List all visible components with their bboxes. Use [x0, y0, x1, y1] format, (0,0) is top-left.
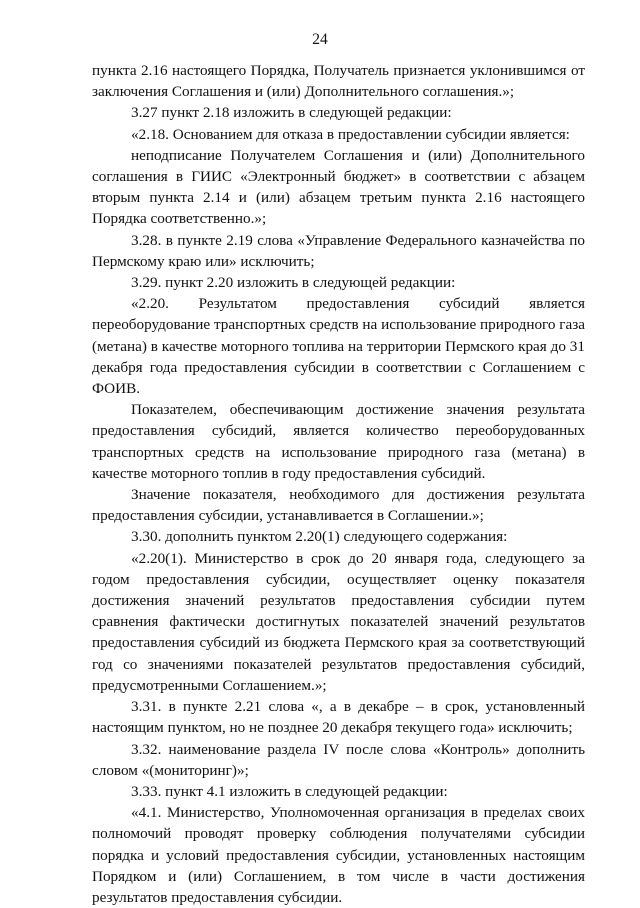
paragraph-continuation: пункта 2.16 настоящего Порядка, Получатель признается уклонившимся от заключения Соглашения и (или) Дополнительного соглашения.»;	[92, 62, 585, 101]
page-number: 24	[312, 31, 328, 48]
paragraph-indicator: Показателем, обеспечивающим достижение значения результата предоставления субсидий, является количество переоборудованных транспортных средств на использование природного газа (метана) в качестве моторного топлив в году предоставления субсидий.	[92, 401, 585, 482]
paragraph-4-1: «4.1. Министерство, Уполномоченная организация в пределах своих полномочий проводят проверку соблюдения получателями субсидии порядка и условий предоставления субсидии, установленных настоящим Порядком и (или) Соглашением, в том числе в части достижения результатов предоставления субсидии.	[92, 804, 585, 906]
paragraph-3-31: 3.31. в пункте 2.21 слова «, а в декабре – в срок, установленный настоящим пунктом, но не позднее 20 декабря текущего года» исключить;	[92, 698, 585, 737]
paragraph-3-30: 3.30. дополнить пунктом 2.20(1) следующего содержания:	[131, 528, 508, 546]
paragraph-3-32: 3.32. наименование раздела IV после слова «Контроль» дополнить словом «(мониторинг)»;	[92, 740, 585, 779]
paragraph-3-33: 3.33. пункт 4.1 изложить в следующей редакции:	[131, 782, 448, 800]
paragraph-3-28: 3.28. в пункте 2.19 слова «Управление Федерального казначейства по Пермскому краю или» исключить;	[92, 231, 585, 270]
paragraph-3-27: 3.27 пункт 2.18 изложить в следующей редакции:	[131, 104, 452, 122]
paragraph-2-18: «2.18. Основанием для отказа в предоставлении субсидии является:	[131, 125, 570, 143]
paragraph-non-signing: неподписание Получателем Соглашения и (или) Дополнительного соглашения в ГИИС «Электронный бюджет» в соответствии с абзацем вторым пункта 2.14 и (или) абзацем третьим пункта 2.16 настоящего Порядка соответственно.»;	[92, 146, 585, 228]
paragraph-2-20: «2.20. Результатом предоставления субсидий является переоборудование транспортных средств на использование природного газа (метана) в качестве моторного топлива на территории Пермского края до 31 декабря года предоставления субсидии в соответствии с Соглашением с ФОИВ.	[92, 295, 585, 398]
paragraph-indicator-value: Значение показателя, необходимого для достижения результата предоставления субсидии, устанавливается в Соглашении.»;	[92, 486, 585, 525]
paragraph-3-29: 3.29. пункт 2.20 изложить в следующей редакции:	[131, 274, 456, 292]
paragraph-2-20-1: «2.20(1). Министерство в срок до 20 января года, следующего за годом предоставления субсидии, осуществляет оценку показателя достижения значений результатов предоставления субсидии путем сравнения фактически достигнутых показателей значений результатов предоставления субсидий из бюджета Пермского края за соответствующий год со значениями показателей результатов предоставления субсидий, предусмотренными Соглашением.»;	[92, 549, 585, 694]
document-body	[92, 60, 585, 908]
